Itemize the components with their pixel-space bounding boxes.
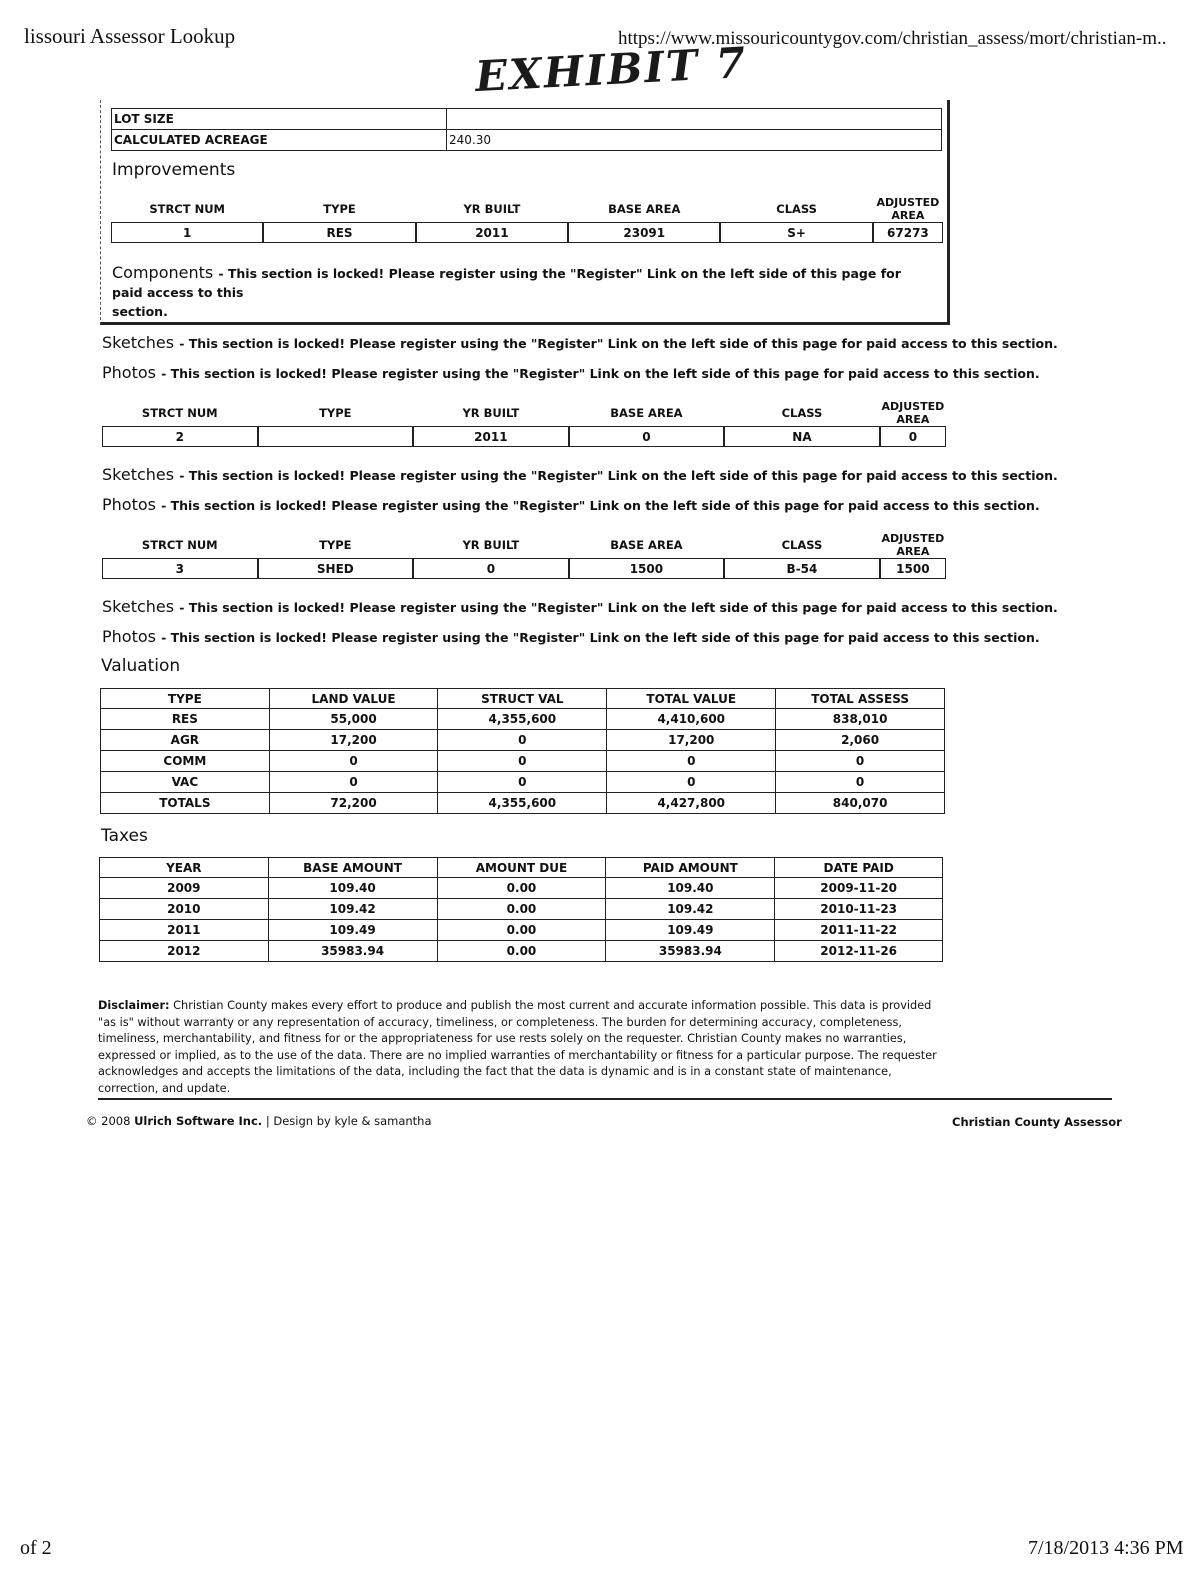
photos-label: Photos — [102, 495, 156, 514]
locked-message: - This section is locked! Please register using the "Register" Link on the left side of this page for paid access to this section. — [161, 498, 1040, 513]
cell: 0 — [438, 730, 607, 751]
disclaimer-label: Disclaimer: — [98, 999, 170, 1012]
cell: 0 — [438, 751, 607, 772]
cell-strct-num: 1 — [111, 222, 263, 243]
cell: 4,427,800 — [607, 793, 776, 814]
locked-message: - This section is locked! Please register using the "Register" Link on the left side of this page for paid access to this section. — [161, 366, 1040, 381]
cell-type: RES — [263, 222, 415, 243]
cell: 2009-11-20 — [775, 878, 943, 899]
cell: 35983.94 — [268, 941, 437, 962]
table-header-row — [100, 858, 943, 878]
column-header: CLASS — [781, 538, 823, 552]
improvements-table-1 — [111, 196, 943, 243]
cell: 2010-11-23 — [775, 899, 943, 920]
cell-class: NA — [724, 426, 880, 447]
column-header: ADJUSTED AREA — [881, 532, 945, 558]
page-number: of 2 — [20, 1537, 52, 1559]
column-header: LAND VALUE — [269, 689, 438, 709]
table-header-row — [111, 196, 943, 222]
column-header: DATE PAID — [775, 858, 943, 878]
cell: 0.00 — [437, 920, 606, 941]
locked-message: - This section is locked! Please register using the "Register" Link on the left side of this page for paid access to this — [112, 266, 901, 300]
divider — [98, 1098, 1112, 1100]
cell: 2,060 — [776, 730, 945, 751]
cell: 0 — [269, 751, 438, 772]
cell: 0.00 — [437, 899, 606, 920]
table-row — [102, 426, 946, 447]
cell-adjusted-area: 67273 — [873, 222, 943, 243]
components-locked-notice — [112, 264, 932, 321]
column-header: ADJUSTED AREA — [876, 196, 940, 222]
column-header: TOTAL VALUE — [607, 689, 776, 709]
cell: 0 — [438, 772, 607, 793]
cell: 17,200 — [269, 730, 438, 751]
table-row-totals — [101, 793, 945, 814]
cell: 35983.94 — [606, 941, 775, 962]
column-header: BASE AMOUNT — [268, 858, 437, 878]
column-header: STRCT NUM — [141, 538, 218, 552]
table-row — [102, 558, 946, 579]
cell: 109.42 — [268, 899, 437, 920]
cell: 2010 — [100, 899, 269, 920]
cell: 838,010 — [776, 709, 945, 730]
column-header: ADJUSTED AREA — [881, 400, 945, 426]
column-header: PAID AMOUNT — [606, 858, 775, 878]
column-header: STRCT NUM — [149, 202, 226, 216]
cell: COMM — [101, 751, 270, 772]
column-header: STRUCT VAL — [438, 689, 607, 709]
lot-label: LOT SIZE — [112, 109, 447, 130]
table-header-row — [102, 532, 946, 558]
cell: 2012-11-26 — [775, 941, 943, 962]
cell-class: B-54 — [724, 558, 880, 579]
cell: 4,410,600 — [607, 709, 776, 730]
improvements-heading: Improvements — [112, 160, 236, 180]
cell: 0 — [269, 772, 438, 793]
locked-message: - This section is locked! Please register using the "Register" Link on the left side of this page for paid access to this section. — [161, 630, 1040, 645]
column-header: TYPE — [319, 406, 352, 420]
cell-type — [258, 426, 414, 447]
column-header: TOTAL ASSESS — [776, 689, 945, 709]
cell: 109.40 — [606, 878, 775, 899]
cell: 0 — [607, 772, 776, 793]
cell-strct-num: 2 — [102, 426, 258, 447]
column-header: TYPE — [101, 689, 270, 709]
cell-base-area: 1500 — [569, 558, 725, 579]
cell: 55,000 — [269, 709, 438, 730]
copyright-prefix: © 2008 — [86, 1114, 135, 1128]
company-link[interactable]: Ulrich Software Inc. — [134, 1114, 263, 1128]
cell: 4,355,600 — [438, 793, 607, 814]
locked-message-tail: section. — [112, 304, 168, 319]
page-header-title: lissouri Assessor Lookup — [24, 24, 236, 48]
table-row — [100, 899, 943, 920]
lot-row — [112, 109, 942, 130]
print-timestamp: 7/18/2013 4:36 PM — [1028, 1537, 1184, 1559]
cell: 4,355,600 — [438, 709, 607, 730]
cell-base-area: 23091 — [568, 222, 720, 243]
cell: 0 — [776, 751, 945, 772]
lot-table — [111, 108, 942, 151]
locked-message: - This section is locked! Please register using the "Register" Link on the left side of this page for paid access to this section. — [179, 468, 1058, 483]
design-credit: | Design by kyle & samantha — [262, 1114, 432, 1128]
assessor-link[interactable]: Christian County Assessor — [952, 1115, 1122, 1129]
improvements-table-3 — [102, 532, 946, 579]
cell: 17,200 — [607, 730, 776, 751]
cell: 109.40 — [268, 878, 437, 899]
cell: 72,200 — [269, 793, 438, 814]
locked-message: - This section is locked! Please register using the "Register" Link on the left side of this page for paid access to this section. — [179, 336, 1058, 351]
column-header: AMOUNT DUE — [437, 858, 606, 878]
table-header-row — [102, 400, 946, 426]
cell-strct-num: 3 — [102, 558, 258, 579]
lot-value — [447, 109, 942, 130]
copyright — [86, 1114, 432, 1128]
column-header: YEAR — [100, 858, 269, 878]
column-header: BASE AREA — [608, 202, 681, 216]
exhibit-stamp: EXHIBIT 7 — [473, 37, 749, 102]
valuation-table — [100, 688, 945, 814]
sketches-label: Sketches — [102, 597, 175, 616]
column-header: CLASS — [781, 406, 823, 420]
table-row — [100, 878, 943, 899]
components-label: Components — [112, 263, 214, 282]
cell: RES — [101, 709, 270, 730]
cell: TOTALS — [101, 793, 270, 814]
photos-locked-notice — [102, 627, 1040, 646]
cell: 0 — [776, 772, 945, 793]
cell: 2009 — [100, 878, 269, 899]
cell: 2012 — [100, 941, 269, 962]
sketches-locked-notice — [102, 465, 1058, 484]
sketches-label: Sketches — [102, 465, 175, 484]
cell: AGR — [101, 730, 270, 751]
photos-label: Photos — [102, 363, 156, 382]
cell-yr-built: 0 — [413, 558, 569, 579]
disclaimer-text: Christian County makes every effort to produce and publish the most current and accurate information possible. This data is provided "as is" without warranty or any representation of accuracy, timeliness, or completeness. The burden for determining accuracy, completeness, timeliness, merchantability, and fitness for or the appropriateness for use rests solely on the requester. Christian County makes no warranties, expressed or implied, as to the use of the data. There are no implied warranties of merchantability or fitness for a particular purpose. The requester acknowledges and accepts the limitations of the data, including the fact that the data is dynamic and is in a constant state of maintenance, correction, and update. — [98, 999, 937, 1095]
cell: 2011-11-22 — [775, 920, 943, 941]
column-header: TYPE — [319, 538, 352, 552]
cell-yr-built: 2011 — [413, 426, 569, 447]
taxes-heading: Taxes — [101, 826, 148, 846]
table-row — [111, 222, 943, 243]
table-header-row — [101, 689, 945, 709]
cell: 0.00 — [437, 941, 606, 962]
property-detail-box — [100, 100, 950, 325]
column-header: YR BUILT — [462, 538, 520, 552]
disclaimer — [98, 998, 948, 1097]
column-header: YR BUILT — [462, 406, 520, 420]
table-row — [101, 730, 945, 751]
taxes-table — [99, 857, 943, 962]
column-header: BASE AREA — [610, 406, 683, 420]
improvements-table-2 — [102, 400, 946, 447]
cell: 0 — [607, 751, 776, 772]
cell-type: SHED — [258, 558, 414, 579]
cell-base-area: 0 — [569, 426, 725, 447]
cell-adjusted-area: 1500 — [880, 558, 946, 579]
lot-row — [112, 130, 942, 151]
column-header: STRCT NUM — [141, 406, 218, 420]
cell-adjusted-area: 0 — [880, 426, 946, 447]
cell: VAC — [101, 772, 270, 793]
photos-locked-notice — [102, 363, 1040, 382]
cell: 109.42 — [606, 899, 775, 920]
table-row — [100, 941, 943, 962]
column-header: TYPE — [323, 202, 356, 216]
cell-yr-built: 2011 — [416, 222, 568, 243]
photos-label: Photos — [102, 627, 156, 646]
cell: 109.49 — [606, 920, 775, 941]
table-row — [101, 772, 945, 793]
valuation-heading: Valuation — [101, 656, 181, 676]
sketches-label: Sketches — [102, 333, 175, 352]
table-row — [101, 751, 945, 772]
cell: 0.00 — [437, 878, 606, 899]
table-row — [101, 709, 945, 730]
cell: 109.49 — [268, 920, 437, 941]
photos-locked-notice — [102, 495, 1040, 514]
lot-value: 240.30 — [447, 130, 942, 151]
sketches-locked-notice — [102, 333, 1058, 352]
sketches-locked-notice — [102, 597, 1058, 616]
column-header: CLASS — [776, 202, 817, 216]
table-row — [100, 920, 943, 941]
cell: 840,070 — [776, 793, 945, 814]
page-header-url[interactable]: https://www.missouricountygov.com/christian_assess/mort/christian-m.. — [618, 28, 1167, 49]
column-header: BASE AREA — [610, 538, 683, 552]
cell-class: S+ — [720, 222, 872, 243]
cell: 2011 — [100, 920, 269, 941]
locked-message: - This section is locked! Please register using the "Register" Link on the left side of this page for paid access to this section. — [179, 600, 1058, 615]
column-header: YR BUILT — [463, 202, 521, 216]
lot-label: CALCULATED ACREAGE — [112, 130, 447, 151]
